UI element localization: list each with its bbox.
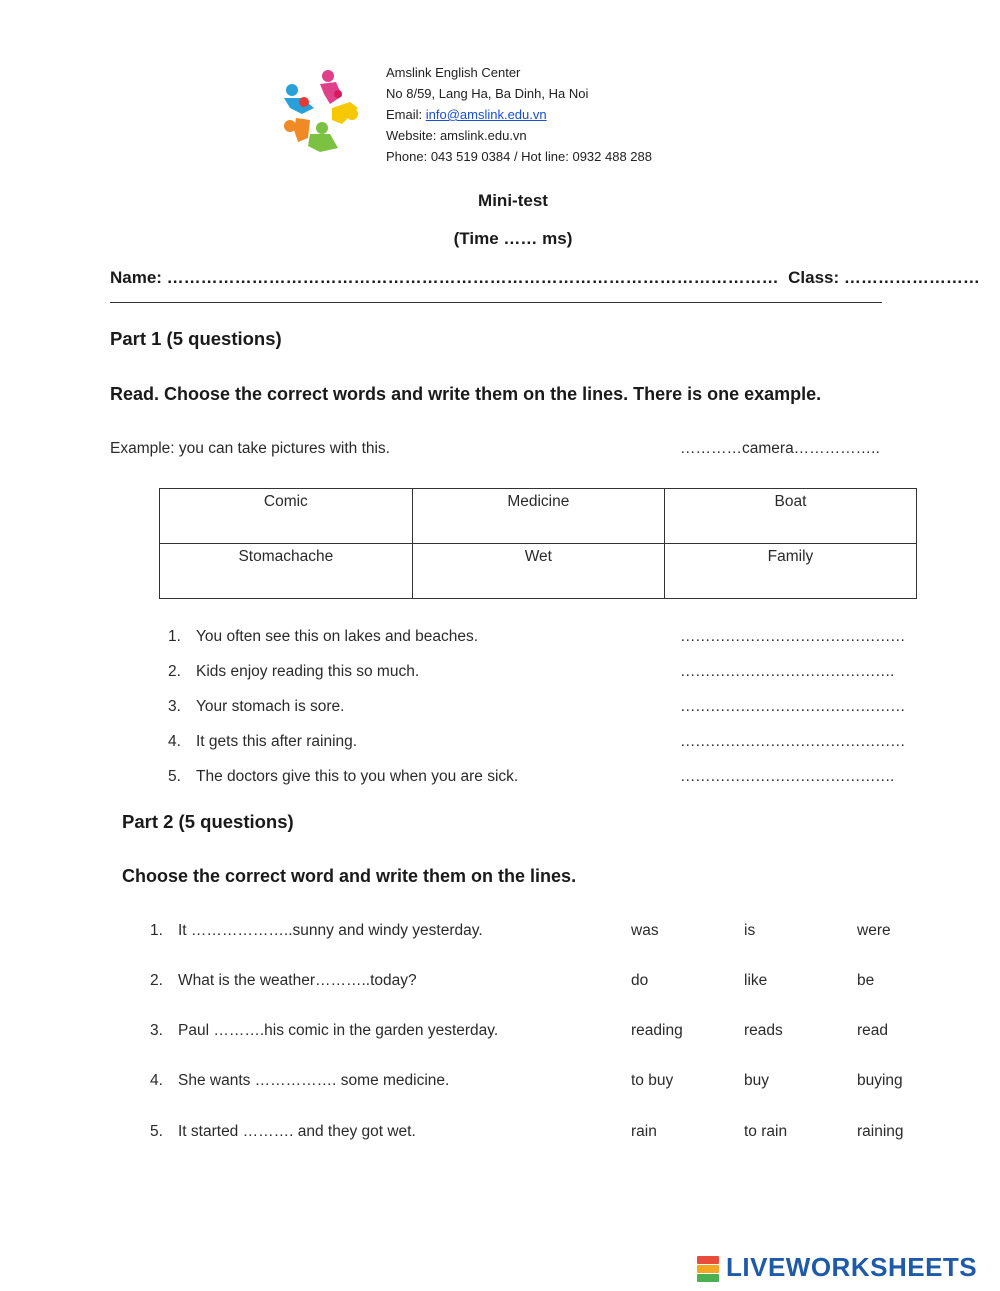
question-text[interactable]: She wants ……………. some medicine. (178, 1072, 450, 1089)
word-cell: Stomachache (160, 544, 413, 599)
part2-question (150, 922, 483, 940)
question-number: 5. (168, 768, 181, 785)
question-number: 3. (168, 698, 181, 715)
question-text: It gets this after raining. (196, 733, 358, 750)
question-number: 1. (150, 922, 163, 939)
part2-heading: Part 2 (5 questions) (122, 811, 294, 832)
question-text[interactable]: It ………………..sunny and windy yesterday. (178, 922, 483, 939)
email-label: Email: (386, 107, 426, 122)
amslink-logo (280, 68, 360, 154)
option-word: buy (744, 1072, 769, 1089)
liveworksheets-brand[interactable]: LIVEWORKSHEETS (726, 1252, 978, 1282)
part1-instruction: Read. Choose the correct words and write them on the lines. There is one example. (110, 384, 822, 404)
answer-blank[interactable]: ……………………………………… (680, 733, 905, 750)
table-row (160, 489, 917, 544)
option-word: read (857, 1022, 889, 1039)
part1-question (168, 698, 344, 716)
question-number: 1. (168, 628, 181, 645)
option-word: is (744, 922, 756, 939)
option-word: to rain (744, 1123, 788, 1140)
option-word: was (631, 922, 659, 939)
question-text[interactable]: It started ………. and they got wet. (178, 1123, 416, 1140)
part2-question (150, 1123, 416, 1141)
part2-instruction: Choose the correct word and write them on the lines. (122, 866, 577, 886)
center-email-line (386, 104, 652, 125)
test-time: (Time …… ms) (453, 229, 573, 248)
question-text: Kids enjoy reading this so much. (196, 663, 420, 680)
part2-question (150, 1022, 498, 1040)
option-word: to buy (631, 1072, 674, 1089)
option-word: were (857, 922, 891, 939)
question-text[interactable]: What is the weather………..today? (178, 972, 417, 989)
option-word: reading (631, 1022, 683, 1039)
table-row (160, 544, 917, 599)
option-word: like (744, 972, 768, 989)
part1-example: Example: you can take pictures with this. (110, 440, 390, 457)
test-title: Mini-test (478, 191, 548, 210)
question-number: 2. (168, 663, 181, 680)
question-text: You often see this on lakes and beaches. (196, 628, 479, 645)
word-cell: Boat (664, 489, 916, 544)
part1-question (168, 733, 357, 751)
answer-blank[interactable]: ……………………………………. (680, 768, 894, 785)
part2-question (150, 1072, 449, 1090)
option-word: raining (857, 1123, 904, 1140)
center-info (386, 62, 652, 167)
option-word: rain (631, 1123, 657, 1140)
center-address: No 8/59, Lang Ha, Ba Dinh, Ha Noi (386, 86, 589, 101)
option-word: reads (744, 1022, 783, 1039)
name-class-line[interactable]: Name: ……………………………………………………………………………………………… Class: …………………… (110, 268, 980, 287)
word-cell: Wet (412, 544, 664, 599)
part1-question (168, 663, 419, 681)
question-number: 2. (150, 972, 163, 989)
center-name: Amslink English Center (386, 65, 521, 80)
option-word: buying (857, 1072, 903, 1089)
center-phone: Phone: 043 519 0384 / Hot line: 0932 488 288 (386, 149, 652, 164)
header-divider (110, 302, 882, 303)
option-word: be (857, 972, 875, 989)
question-number: 4. (168, 733, 181, 750)
part1-example-answer: …………camera…………….. (680, 440, 880, 457)
question-number: 3. (150, 1022, 163, 1039)
part1-question (168, 628, 478, 646)
question-number: 5. (150, 1123, 163, 1140)
answer-blank[interactable]: ……………………………………… (680, 628, 905, 645)
question-text[interactable]: Paul ……….his comic in the garden yesterday. (178, 1022, 499, 1039)
email-link[interactable]: info@amslink.edu.vn (425, 107, 547, 122)
word-cell: Medicine (412, 489, 664, 544)
part2-question (150, 972, 417, 990)
center-website: Website: amslink.edu.vn (386, 128, 527, 143)
answer-blank[interactable]: ……………………………………… (680, 698, 905, 715)
liveworksheets-logo-icon (697, 1256, 721, 1283)
part1-question (168, 768, 518, 786)
answer-blank[interactable]: ……………………………………. (680, 663, 894, 680)
word-cell: Comic (160, 489, 413, 544)
part1-heading: Part 1 (5 questions) (110, 328, 282, 349)
question-text: The doctors give this to you when you are sick. (196, 768, 519, 785)
option-word: do (631, 972, 649, 989)
word-bank-table (159, 488, 917, 599)
question-number: 4. (150, 1072, 163, 1089)
question-text: Your stomach is sore. (196, 698, 345, 715)
word-cell: Family (664, 544, 916, 599)
